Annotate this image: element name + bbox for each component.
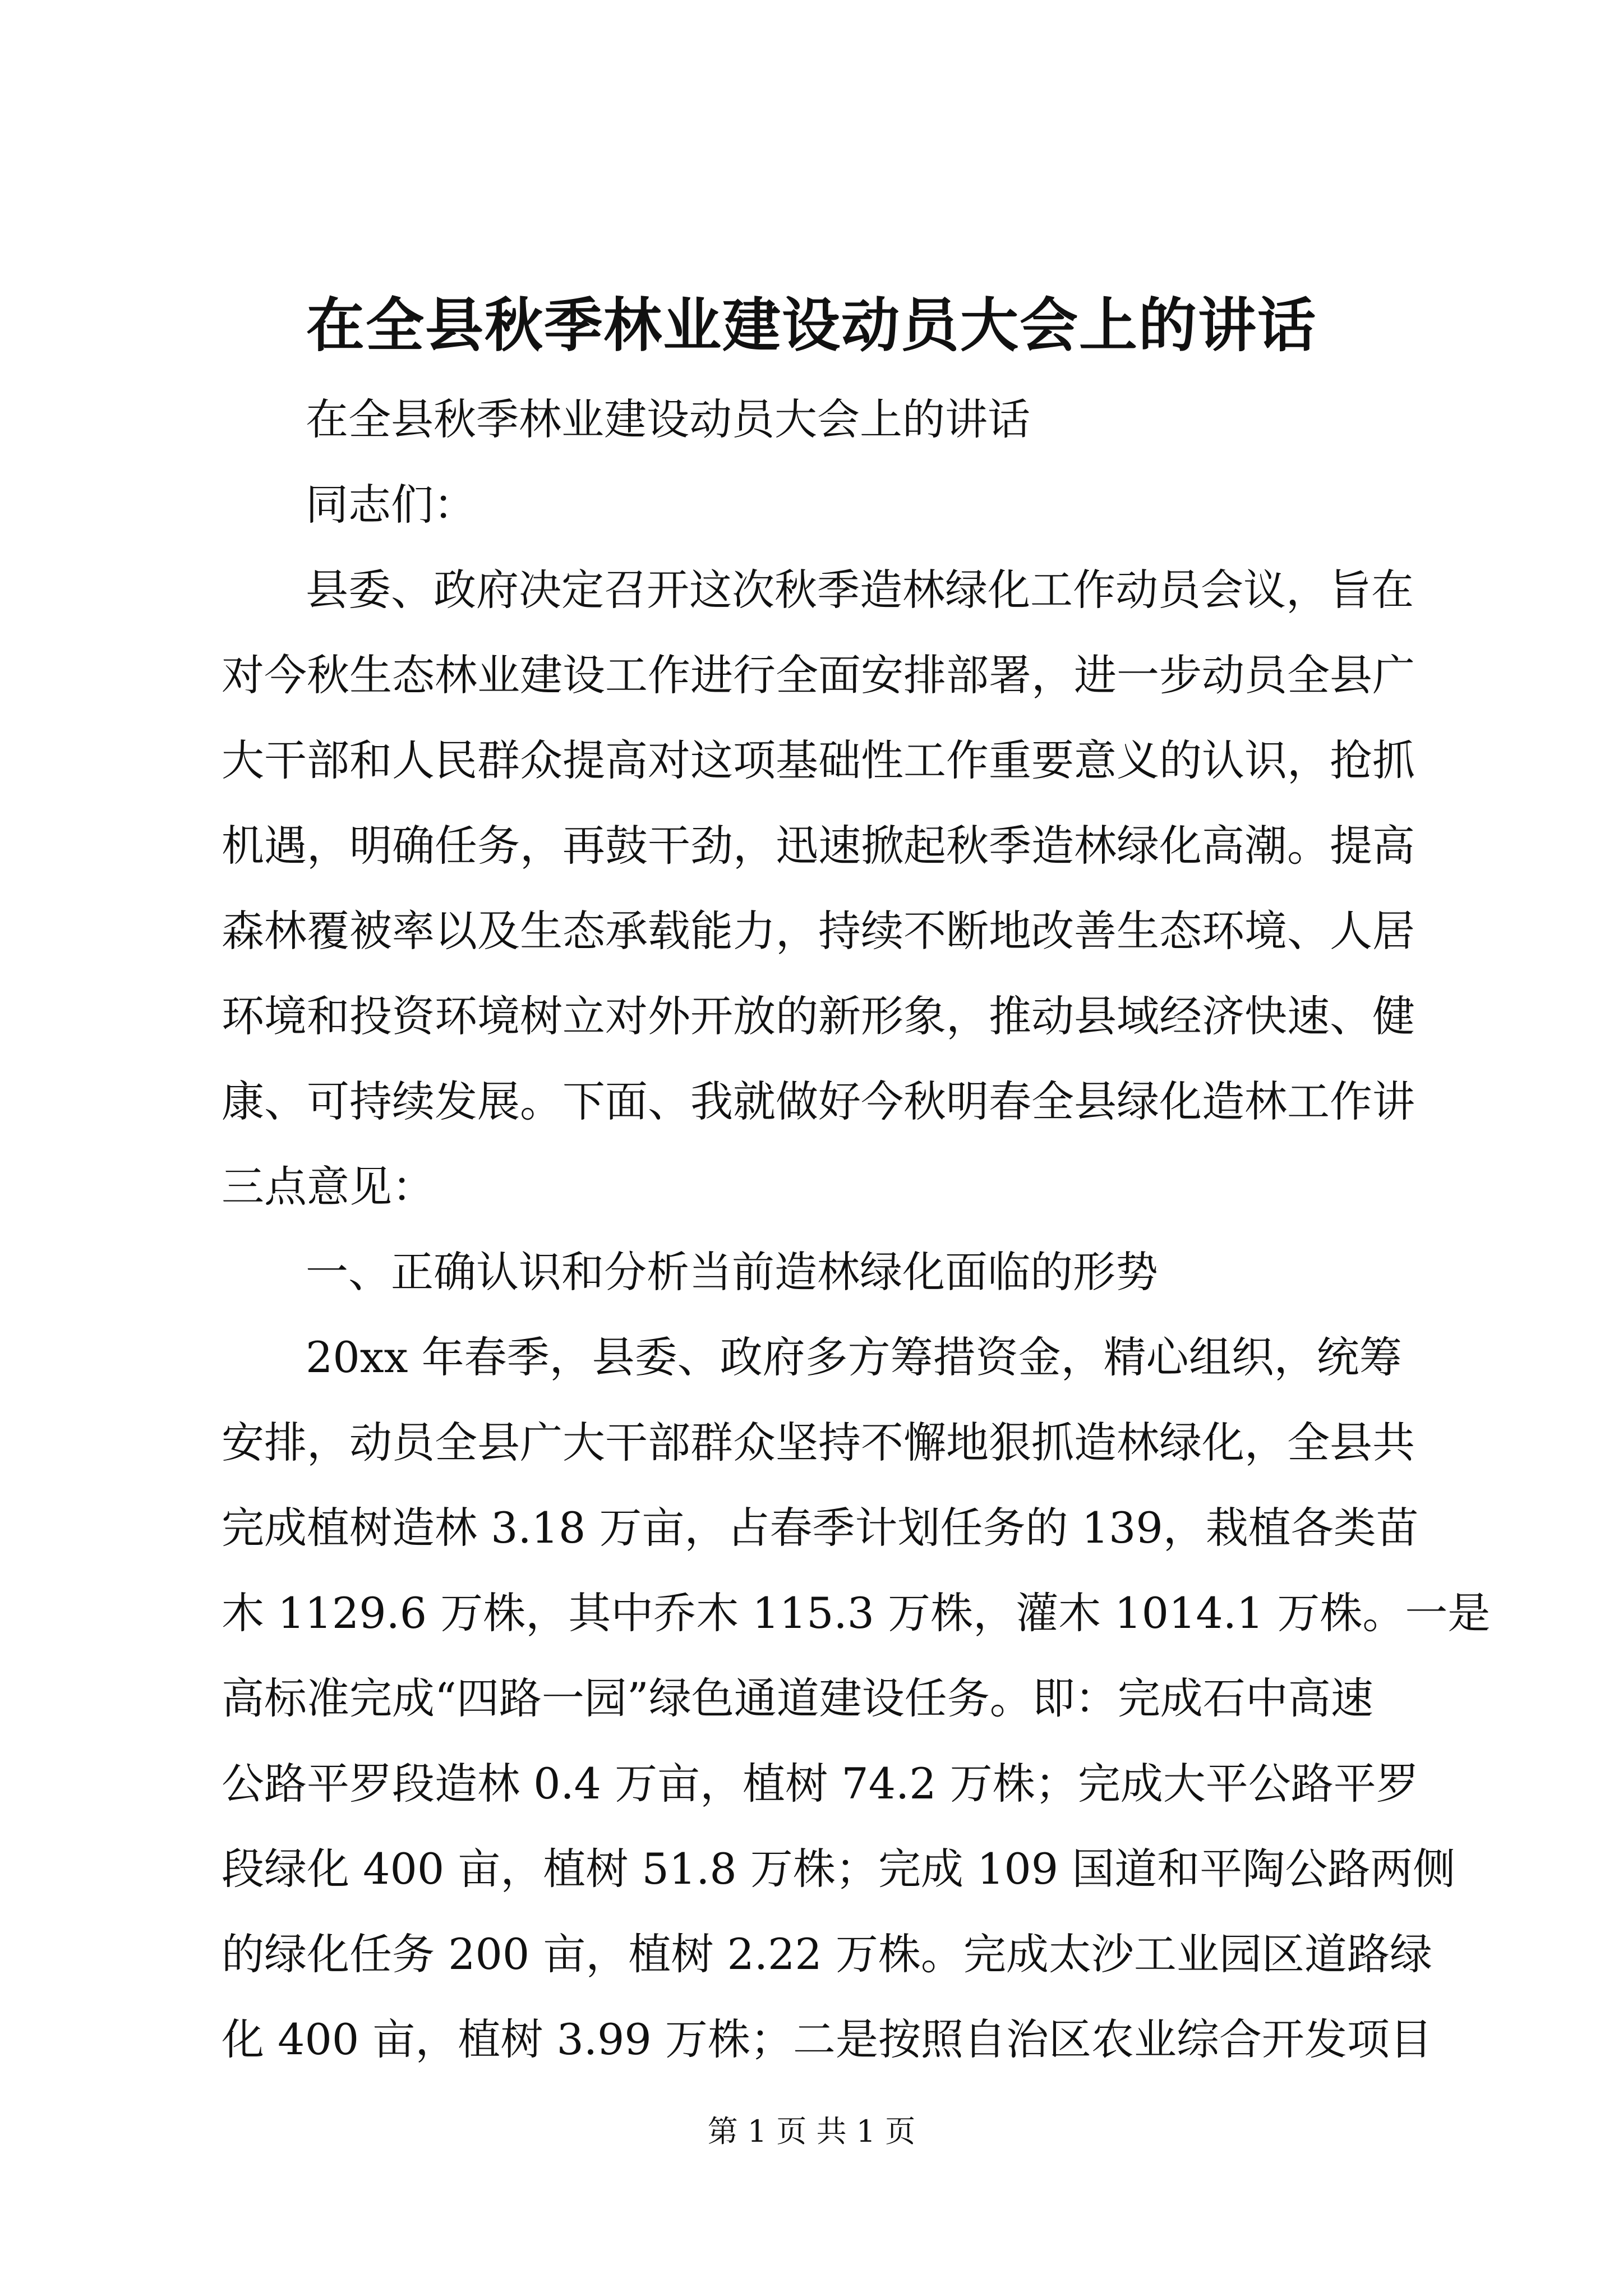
- body-line: 森林覆被率以及生态承载能力，持续不断地改善生态环境、人居: [222, 906, 1415, 956]
- page-footer: 第 1 页 共 1 页: [707, 2114, 916, 2149]
- body-line: 机遇，明确任务，再鼓干劲，迅速掀起秋季造林绿化高潮。提高: [222, 821, 1415, 871]
- subtitle-line: 在全县秋季林业建设动员大会上的讲话: [306, 394, 1030, 444]
- body-line: 20xx 年春季，县委、政府多方筹措资金，精心组织，统筹: [306, 1332, 1402, 1382]
- body-line: 木 1129.6 万株，其中乔木 115.3 万株，灌木 1014.1 万株。一是: [222, 1588, 1491, 1638]
- document-body: [222, 377, 1491, 2082]
- body-line: 对今秋生态林业建设工作进行全面安排部署，进一步动员全县广: [222, 650, 1415, 700]
- document-title: 在全县秋季林业建设动员大会上的讲话: [306, 291, 1317, 360]
- body-line: 完成植树造林 3.18 万亩，占春季计划任务的 139，栽植各类苗: [222, 1503, 1419, 1553]
- body-line: 化 400 亩，植树 3.99 万株；二是按照自治区农业综合开发项目: [222, 2014, 1432, 2064]
- body-line: 环境和投资环境树立对外开放的新形象，推动县域经济快速、健: [222, 991, 1415, 1041]
- body-line: 的绿化任务 200 亩，植树 2.22 万株。完成太沙工业园区道路绿: [222, 1929, 1432, 1979]
- body-line: 段绿化 400 亩，植树 51.8 万株；完成 109 国道和平陶公路两侧: [222, 1844, 1456, 1894]
- body-line: 康、可持续发展。下面、我就做好今秋明春全县绿化造林工作讲: [222, 1076, 1415, 1126]
- body-line: 三点意见：: [222, 1162, 435, 1212]
- body-line: 高标准完成“四路一园”绿色通道建设任务。即：完成石中高速: [222, 1673, 1373, 1723]
- salutation-line: 同志们：: [306, 480, 476, 530]
- body-line: 安排，动员全县广大干部群众坚持不懈地狠抓造林绿化，全县共: [222, 1418, 1415, 1467]
- section-heading: 一、正确认识和分析当前造林绿化面临的形势: [306, 1247, 1158, 1297]
- body-line: 公路平罗段造林 0.4 万亩，植树 74.2 万株；完成大平公路平罗: [222, 1759, 1419, 1809]
- body-line: 大干部和人民群众提高对这项基础性工作重要意义的认识，抢抓: [222, 735, 1415, 785]
- body-line: 县委、政府决定召开这次秋季造林绿化工作动员会议，旨在: [306, 565, 1414, 615]
